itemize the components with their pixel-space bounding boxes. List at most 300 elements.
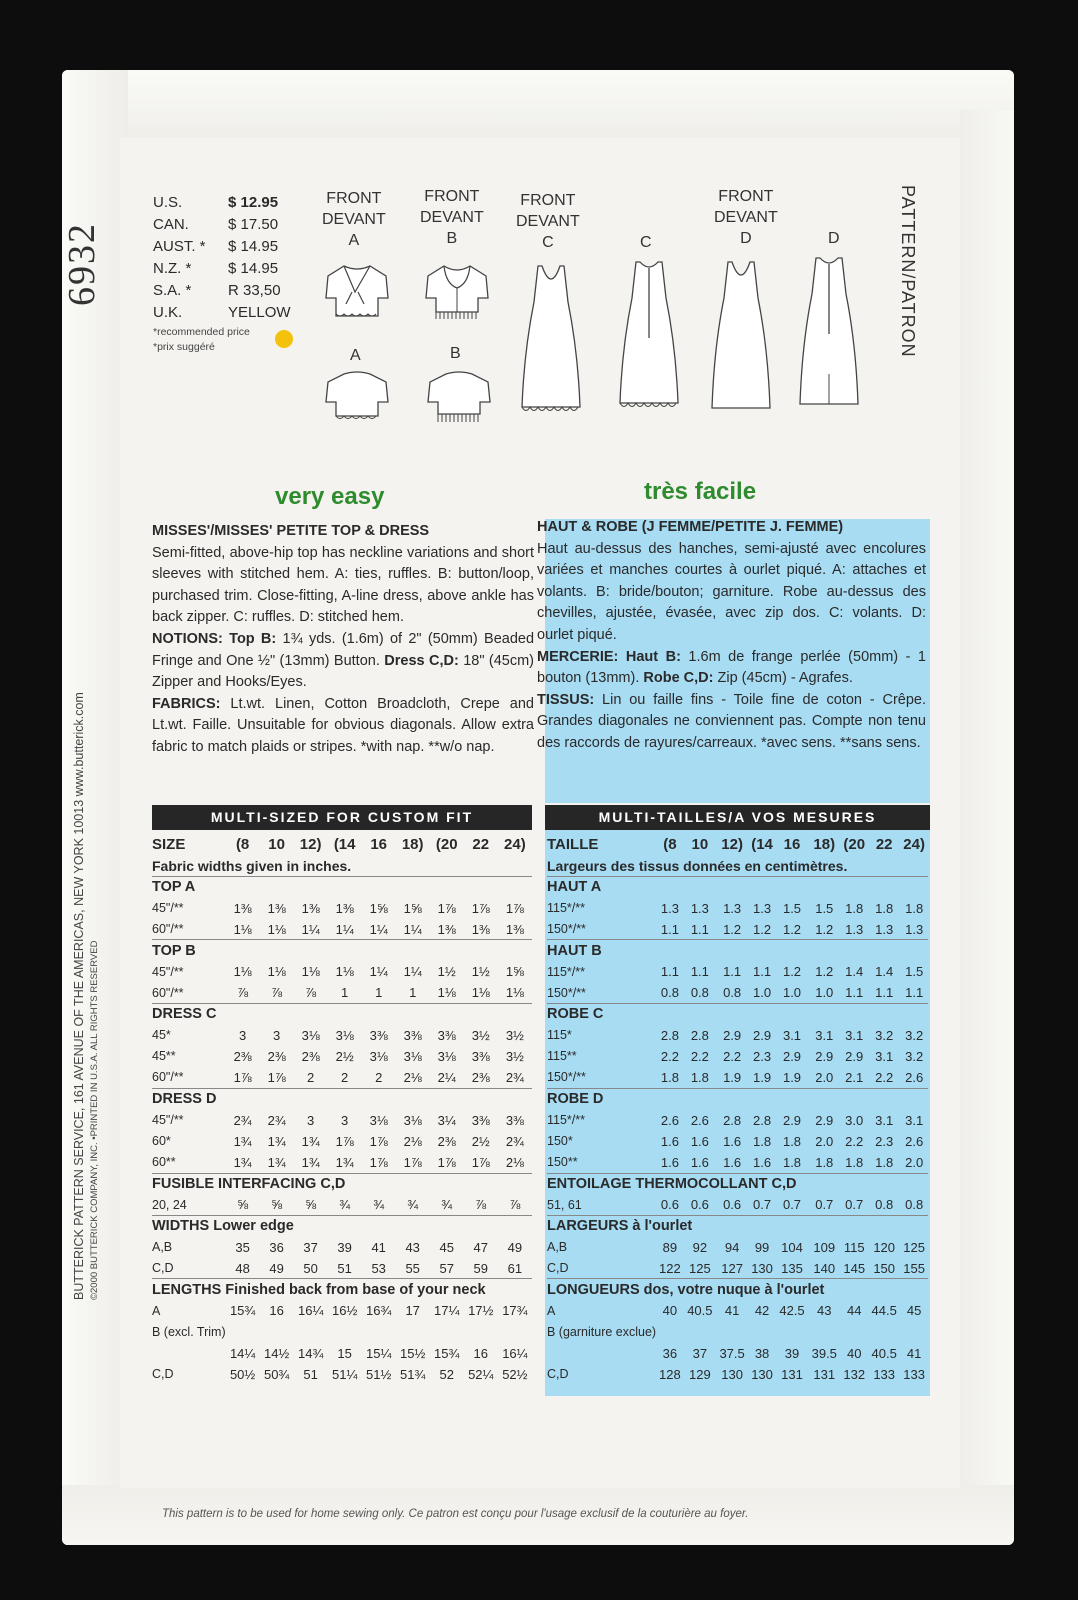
table-cell: 1⅛ (267, 964, 286, 980)
table-cell (152, 1343, 226, 1364)
table-row (547, 1343, 928, 1364)
table-cell: 2.9 (782, 1112, 802, 1128)
table-cell: ROBE D (547, 1088, 928, 1109)
table-row (547, 1194, 928, 1215)
table-cell: 1⅝ (369, 900, 388, 916)
table-cell: 0.7 (782, 1197, 802, 1213)
table-cell: 1.6 (690, 1154, 709, 1170)
table-cell: 37 (303, 1239, 318, 1255)
table-cell: 2.3 (753, 1048, 772, 1064)
size-chart-table (152, 834, 532, 1385)
table-cell: (20 (843, 836, 866, 854)
table-cell (396, 1321, 430, 1342)
table-cell: 2.6 (660, 1112, 679, 1128)
price-value: $ 17.50 (228, 216, 279, 233)
table-cell: 2.1 (845, 1069, 864, 1085)
table-cell: 3.2 (875, 1027, 894, 1043)
table-cell: 42 (754, 1303, 770, 1319)
table-cell: 36 (269, 1239, 284, 1255)
table-row (547, 1300, 928, 1321)
table-cell: 1⅞ (505, 900, 524, 916)
table-cell: 3⅛ (403, 1112, 422, 1128)
top-b-front-sketch (422, 262, 492, 322)
table-cell: 2⅜ (267, 1048, 286, 1064)
table-cell: 104 (781, 1239, 803, 1255)
fabrics: FABRICS: Lt.wt. Linen, Cotton Broadcloth, Crepe and Lt.wt. Faille. Unsuitable for obvious diagonals. Allow extra fabric to match plaids or stripes. *with nap. **w/o nap. (152, 695, 534, 755)
section-header-row (547, 1279, 928, 1300)
table-cell: 42.5 (779, 1303, 805, 1319)
table-cell: 14½ (263, 1345, 290, 1361)
table-row (152, 1364, 532, 1385)
table-cell: 1.4 (845, 964, 864, 980)
table-cell: ¾ (407, 1197, 419, 1213)
view-label-d (714, 186, 778, 249)
table-cell: HAUT A (547, 876, 928, 897)
table-cell: 2.2 (690, 1048, 709, 1064)
table-cell: 51¼ (332, 1366, 358, 1382)
front-label: FRONT (424, 188, 480, 205)
table-cell: 0.8 (875, 1197, 894, 1213)
table-cell: 3.1 (782, 1027, 802, 1043)
table-row (152, 1300, 532, 1321)
table-cell: Largeurs des tissus données en centimètres. (547, 857, 848, 874)
description-en (152, 521, 534, 759)
section-header-row (152, 940, 532, 961)
table-cell: 1.1 (905, 985, 924, 1001)
table-cell: 1¾ (233, 1133, 252, 1149)
table-cell: 2.9 (815, 1048, 834, 1064)
dress-c-back-sketch (614, 258, 684, 418)
table-cell (260, 1321, 294, 1342)
table-cell: 115*/** (547, 964, 585, 979)
copyright-line: ©2000 BUTTERICK COMPANY, INC. •PRINTED IN U.S.A. ALL RIGHTS RESERVED (89, 940, 100, 1300)
table-cell: 3.1 (905, 1112, 924, 1128)
table-cell: 1.1 (660, 921, 679, 937)
section-header-row (547, 940, 928, 961)
table-cell: 50¾ (263, 1366, 290, 1382)
table-cell: 60* (152, 1134, 171, 1149)
table-cell: 3.0 (845, 1112, 864, 1128)
table-cell: 24) (504, 836, 526, 854)
table-cell: 1.2 (782, 964, 802, 980)
table-cell: 150** (547, 1155, 578, 1170)
table-cell: 128 (659, 1366, 681, 1382)
table-cell: 1.0 (753, 985, 772, 1001)
table-cell: 45 (906, 1303, 922, 1319)
table-cell: 125 (689, 1260, 711, 1276)
price-note-en: *recommended price (153, 326, 250, 338)
table-row (152, 1343, 532, 1364)
table-row (547, 1258, 928, 1279)
size-chart-table (547, 834, 928, 1385)
table-cell: 3.1 (845, 1027, 864, 1043)
table-cell: 3⅛ (369, 1112, 388, 1128)
table-cell: 3⅜ (471, 1112, 490, 1128)
table-cell: 1.3 (845, 921, 864, 937)
table-cell: ROBE C (547, 1004, 928, 1025)
table-cell: 2⅛ (403, 1069, 422, 1085)
table-cell: 2.6 (690, 1112, 709, 1128)
table-cell: 1.6 (660, 1154, 679, 1170)
table-row (547, 982, 928, 1003)
table-cell: 3⅛ (403, 1048, 422, 1064)
table-cell: 37.5 (719, 1345, 745, 1361)
table-cell: 1.3 (723, 900, 742, 916)
table-cell: 2 (341, 1069, 349, 1085)
table-cell: 1 (341, 985, 349, 1001)
table-cell: 1⅛ (471, 985, 490, 1001)
table-cell (430, 1321, 464, 1342)
top-a-front-sketch (322, 262, 392, 322)
table-cell: 3⅜ (471, 1048, 490, 1064)
section-header-row (152, 1215, 532, 1236)
table-cell: 3¼ (437, 1112, 456, 1128)
table-cell: 1½ (471, 964, 490, 980)
table-cell: 1⅜ (437, 921, 456, 937)
table-cell: 3⅜ (505, 1112, 524, 1128)
table-cell: 1⅞ (471, 900, 490, 916)
table-cell: 1.8 (845, 1154, 864, 1170)
table-cell: 22 (875, 836, 893, 854)
table-cell: 133 (903, 1366, 925, 1382)
table-cell: 1⅜ (505, 921, 524, 937)
table-cell: 3⅛ (301, 1027, 320, 1043)
table-cell: 50½ (229, 1366, 256, 1382)
table-cell: HAUT B (547, 940, 928, 961)
table-cell: 1.8 (875, 1154, 894, 1170)
table-cell: LENGTHS Finished back from base of your neck (152, 1279, 532, 1300)
table-cell: 39 (337, 1239, 352, 1255)
table-cell: 0.8 (690, 985, 709, 1001)
table-cell: 15¾ (229, 1303, 256, 1319)
description-fr (537, 517, 926, 755)
table-cell: 1½ (437, 964, 456, 980)
table-cell: 1⅛ (301, 964, 320, 980)
table-cell: 0.8 (905, 1197, 924, 1213)
table-cell: 155 (903, 1260, 925, 1276)
table-cell: 2.0 (815, 1069, 834, 1085)
table-cell: 41 (906, 1345, 922, 1361)
table-cell: 18) (401, 836, 424, 854)
table-cell: WIDTHS Lower edge (152, 1215, 532, 1236)
top-b-back-sketch (424, 368, 494, 426)
table-cell: 150* (547, 1134, 573, 1149)
section-header-row (547, 1004, 928, 1025)
table-cell: 16½ (332, 1303, 358, 1319)
table-cell (294, 1321, 328, 1342)
size-chart-en (152, 834, 532, 1385)
table-cell: 51 (337, 1260, 352, 1276)
table-cell: 1.9 (723, 1069, 742, 1085)
table-cell: 0.6 (690, 1197, 709, 1213)
table-cell: 1 (409, 985, 417, 1001)
pattern-number: 6932 (61, 222, 103, 306)
table-cell: 1.8 (660, 1069, 679, 1085)
table-cell: 1⅞ (369, 1154, 388, 1170)
view-label-b-back: B (450, 345, 461, 362)
table-row (152, 1152, 532, 1173)
table-cell: 38 (754, 1345, 770, 1361)
table-cell: 52½ (502, 1366, 528, 1382)
price-row (153, 214, 303, 236)
section-header-row (152, 1173, 532, 1194)
table-cell: 1⅞ (335, 1133, 354, 1149)
devant-label: DEVANT (516, 213, 580, 230)
table-cell: 60"/** (152, 922, 184, 937)
view-label-d-back: D (828, 230, 840, 247)
table-cell: 1¾ (267, 1133, 286, 1149)
table-cell: 40 (662, 1303, 678, 1319)
table-cell: 2¼ (437, 1069, 456, 1085)
table-cell: 3½ (505, 1048, 524, 1064)
table-cell: 1¼ (369, 921, 388, 937)
table-cell (328, 1321, 362, 1342)
size-row (547, 834, 928, 855)
table-cell: 115*/** (547, 1113, 585, 1128)
table-cell: 0.7 (815, 1197, 834, 1213)
table-cell: 1⅞ (437, 900, 456, 916)
table-cell: A (547, 1303, 556, 1318)
table-cell: ENTOILAGE THERMOCOLLANT C,D (547, 1173, 928, 1194)
table-cell: ⅝ (305, 1197, 317, 1213)
table-cell: 115*/** (547, 901, 585, 916)
table-cell: 0.7 (753, 1197, 772, 1213)
table-cell: 2⅛ (505, 1154, 524, 1170)
table-cell: 1¾ (301, 1133, 320, 1149)
table-cell: 2⅜ (437, 1133, 456, 1149)
table-cell: 2¾ (505, 1069, 524, 1085)
table-cell: 40 (846, 1345, 862, 1361)
table-row (547, 1131, 928, 1152)
table-cell: 150*/** (547, 922, 586, 937)
view-letter: A (348, 232, 360, 249)
table-cell: 1⅛ (335, 964, 354, 980)
table-cell: 115* (547, 1028, 572, 1043)
description-title: HAUT & ROBE (J FEMME/PETITE J. FEMME) (537, 519, 844, 535)
table-cell: 1⅜ (233, 900, 252, 916)
table-cell: 1.0 (815, 985, 834, 1001)
table-cell: 1¾ (301, 1154, 320, 1170)
table-cell: 52 (439, 1366, 454, 1382)
table-cell: 1.3 (753, 900, 772, 916)
table-cell: 2.3 (875, 1133, 894, 1149)
table-cell: DRESS C (152, 1004, 532, 1025)
table-cell: ¾ (339, 1197, 351, 1213)
table-cell: 53 (371, 1260, 386, 1276)
table-cell: 125 (903, 1239, 925, 1255)
price-note-fr: *prix suggéré (153, 341, 215, 353)
table-cell: 3.1 (875, 1112, 894, 1128)
notions: MERCERIE: Haut B: 1.6m de frange perlée (50mm) - 1 bouton (13mm). Robe C,D: Zip (45cm) - Agrafes. (537, 648, 927, 687)
table-cell: 2⅜ (471, 1069, 490, 1085)
table-cell: 50 (303, 1260, 318, 1276)
view-label-a (322, 188, 386, 251)
table-cell (868, 1321, 900, 1342)
table-cell: 1.1 (690, 964, 709, 980)
table-cell: 57 (439, 1260, 454, 1276)
table-cell: 115** (547, 1049, 577, 1064)
table-cell: 1.2 (753, 921, 772, 937)
table-cell: 45* (152, 1028, 171, 1043)
table-cell: 2.6 (905, 1069, 924, 1085)
table-cell: 45 (439, 1239, 454, 1255)
table-cell: 1¼ (335, 921, 354, 937)
table-cell: 59 (473, 1260, 488, 1276)
view-label-a-back: A (350, 347, 361, 364)
table-cell: 1.6 (753, 1154, 772, 1170)
table-cell: 1⅞ (471, 1154, 490, 1170)
table-cell: 1.2 (815, 964, 834, 980)
table-cell: 16 (269, 1303, 284, 1319)
table-cell: 127 (721, 1260, 743, 1276)
table-cell: 2.9 (753, 1027, 772, 1043)
table-cell: 45"/** (152, 1113, 184, 1128)
table-row (152, 1109, 532, 1130)
table-cell: 133 (873, 1366, 896, 1382)
table-cell: 1⅞ (233, 1069, 252, 1085)
table-cell: TOP A (152, 876, 532, 897)
table-cell: 1¾ (267, 1154, 286, 1170)
table-cell: 37 (692, 1345, 708, 1361)
table-cell: 16 (783, 836, 801, 854)
table-cell: 48 (235, 1260, 250, 1276)
table-cell: ⅞ (237, 985, 249, 1001)
table-cell: 2.8 (660, 1027, 679, 1043)
table-cell: 1.3 (690, 900, 709, 916)
price-country: U.S. (153, 194, 183, 211)
table-cell (684, 1321, 716, 1342)
table-cell: 1⅞ (437, 1154, 456, 1170)
publisher-address: BUTTERICK PATTERN SERVICE, 161 AVENUE OF THE AMERICAS, NEW YORK 10013 www.butterick.com (72, 692, 86, 1300)
dress-c-front-sketch (516, 262, 586, 420)
table-cell: 1.1 (690, 921, 709, 937)
table-cell (464, 1321, 498, 1342)
table-cell: 1¼ (301, 921, 320, 937)
table-row (547, 1152, 928, 1173)
table-cell: 43 (817, 1303, 832, 1319)
table-cell: 1.6 (723, 1154, 742, 1170)
section-header-row (547, 1088, 928, 1109)
table-cell: 1.9 (782, 1069, 802, 1085)
table-cell: 2.2 (875, 1069, 894, 1085)
table-cell: 1.6 (690, 1133, 709, 1149)
table-cell: 3⅛ (369, 1048, 388, 1064)
table-cell (547, 1343, 656, 1364)
table-cell: 3⅜ (403, 1027, 422, 1043)
table-cell: 1.9 (753, 1069, 772, 1085)
table-cell: 131 (781, 1366, 803, 1382)
top-a-back-sketch (322, 368, 392, 426)
table-cell: 15¾ (434, 1345, 460, 1361)
table-cell: 1.1 (723, 964, 742, 980)
table-cell: 1.5 (815, 900, 834, 916)
front-label: FRONT (718, 188, 774, 205)
table-cell: 2.2 (723, 1048, 742, 1064)
table-cell: C,D (152, 1367, 174, 1382)
table-cell: 130 (751, 1260, 773, 1276)
table-row (152, 982, 532, 1003)
table-cell: 15 (337, 1345, 352, 1361)
table-cell: 3.2 (905, 1027, 924, 1043)
front-label: FRONT (520, 192, 576, 209)
price-value: YELLOW (228, 304, 291, 321)
table-cell: 145 (843, 1260, 866, 1276)
footer-notice: This pattern is to be used for home sewing only. Ce patron est conçu pour l'usage exclusif de la couturière au foyer. (162, 1508, 749, 1520)
table-cell: 3½ (505, 1027, 524, 1043)
table-cell: 2¾ (233, 1112, 252, 1128)
table-row (547, 1025, 928, 1046)
view-letter: B (446, 230, 458, 247)
table-cell: 130 (751, 1366, 773, 1382)
section-header-row (152, 1279, 532, 1300)
table-cell: 109 (813, 1239, 836, 1255)
table-row (547, 961, 928, 982)
table-cell: 92 (692, 1239, 708, 1255)
publisher-info (72, 692, 102, 1300)
table-row (547, 1364, 928, 1385)
table-cell: 2.8 (690, 1027, 709, 1043)
table-cell: 2.0 (815, 1133, 834, 1149)
table-cell: 1.3 (660, 900, 679, 916)
table-cell: FUSIBLE INTERFACING C,D (152, 1173, 532, 1194)
table-cell: 51½ (366, 1366, 392, 1382)
table-cell: 60** (152, 1155, 176, 1170)
table-cell: 2⅛ (403, 1133, 422, 1149)
table-cell: 0.8 (660, 985, 679, 1001)
table-cell: 45"/** (152, 901, 184, 916)
table-cell: 40.5 (687, 1303, 713, 1319)
fabrics: TISSUS: Lin ou faille fins - Toile fine de coton - Crêpe. Grandes diagonales ne conviennent pas. Compte non tenu des raccords de rayures/carreaux. *avec sens. **sans sens. (537, 691, 926, 751)
table-cell: 3⅜ (437, 1027, 456, 1043)
table-cell: 16¼ (297, 1303, 324, 1319)
table-cell: 1⅞ (403, 1154, 422, 1170)
table-cell: 1.1 (753, 964, 772, 980)
table-cell: 45"/** (152, 964, 184, 979)
table-cell: 36 (662, 1345, 678, 1361)
table-cell: 10 (268, 836, 285, 854)
devant-label: DEVANT (420, 209, 484, 226)
table-cell: 3⅛ (335, 1027, 354, 1043)
table-row (152, 1321, 532, 1342)
view-letter: D (740, 230, 752, 247)
table-cell: 2⅜ (233, 1048, 252, 1064)
table-row (152, 1067, 532, 1088)
table-cell: 61 (507, 1260, 523, 1276)
table-row (547, 1067, 928, 1088)
table-row (547, 898, 928, 919)
table-cell: 2¾ (267, 1112, 286, 1128)
table-cell: 1⅞ (369, 1133, 388, 1149)
devant-label: DEVANT (714, 209, 778, 226)
table-cell: ⅝ (271, 1197, 283, 1213)
price-country: S.A. * (153, 282, 192, 299)
table-cell: 16¼ (502, 1345, 528, 1361)
table-cell: 60"/** (152, 985, 184, 1000)
table-cell: 122 (659, 1260, 681, 1276)
heading-tres-facile: très facile (644, 478, 757, 505)
size-chart-bar-fr: MULTI-TAILLES/A VOS MESURES (545, 805, 930, 830)
table-cell: 41 (724, 1303, 740, 1319)
table-cell: 150 (873, 1260, 896, 1276)
table-cell: C,D (152, 1261, 174, 1276)
price-country: N.Z. * (153, 260, 192, 277)
table-cell: 14¾ (297, 1345, 324, 1361)
table-cell: 2.9 (782, 1048, 802, 1064)
table-row (547, 1109, 928, 1130)
view-label-b (420, 186, 484, 249)
table-cell: 1¼ (369, 964, 388, 980)
table-cell: 17½ (468, 1303, 494, 1319)
